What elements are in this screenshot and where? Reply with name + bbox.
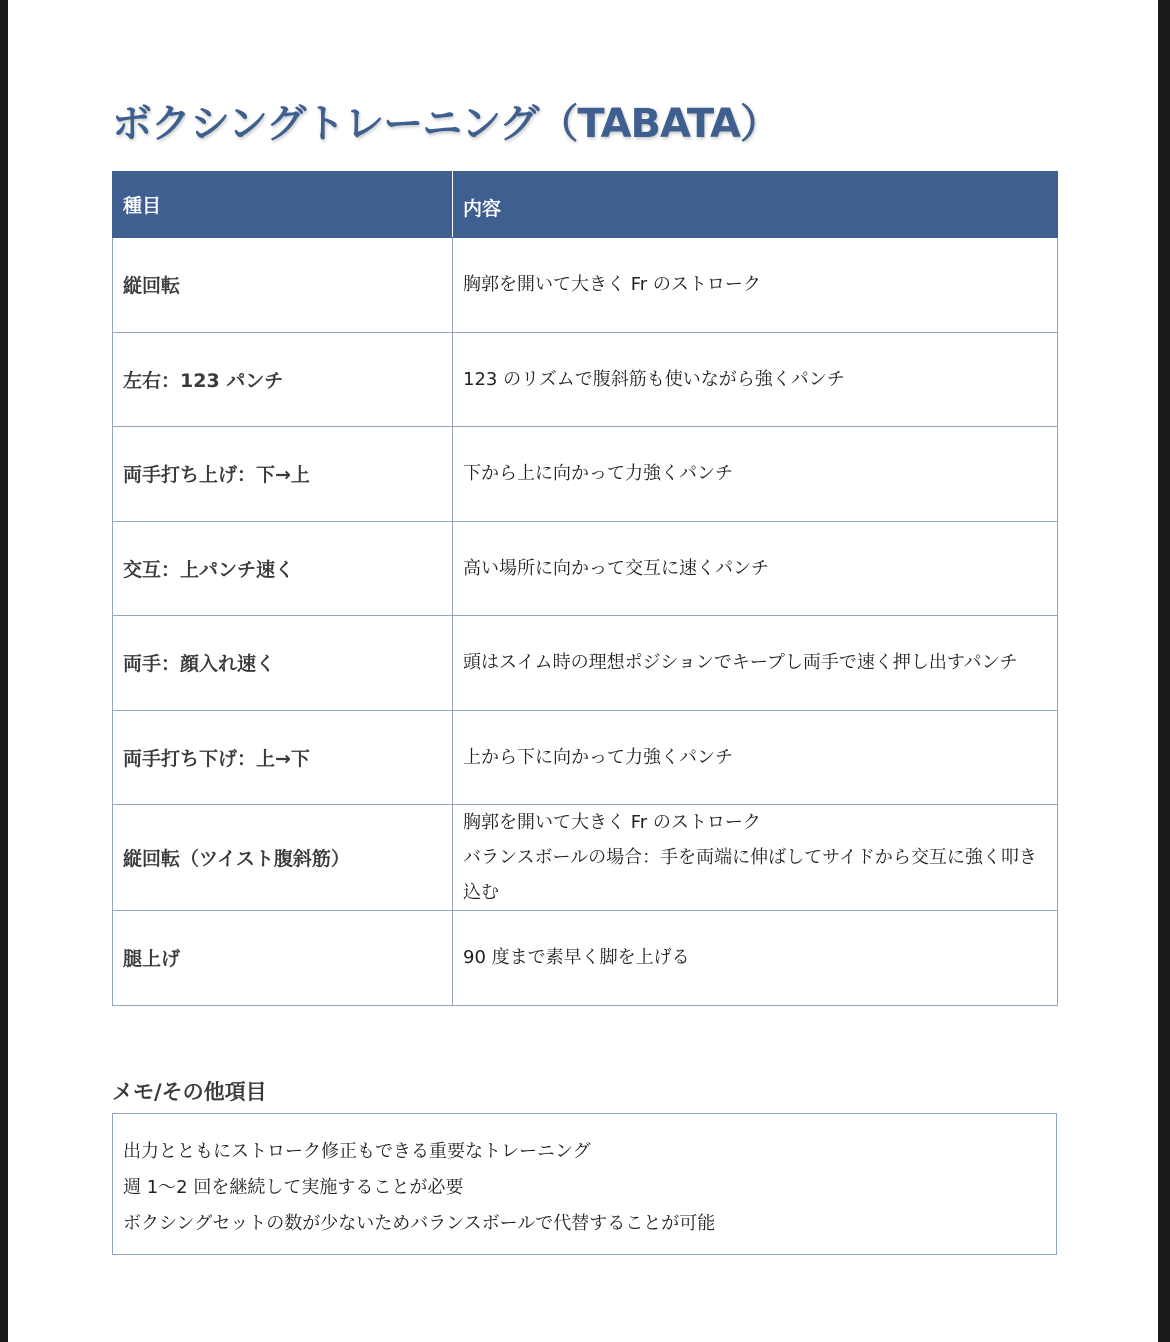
- content-line: 頭はスイム時の理想ポジションでキープし両手で速く押し出すパンチ: [463, 652, 1018, 674]
- exercise-name: 両手：顔入れ速く: [113, 616, 453, 711]
- table-row: [113, 805, 1058, 911]
- content-line: 下から上に向かって力強くパンチ: [463, 463, 733, 485]
- exercise-name: 縦回転（ツイスト腹斜筋）: [113, 805, 453, 911]
- memo-box: [112, 1113, 1057, 1255]
- exercise-content: [453, 911, 1058, 1006]
- table-row: [113, 332, 1058, 427]
- right-frame-edge: [1158, 0, 1170, 1342]
- exercise-name: 左右：123 パンチ: [113, 332, 453, 427]
- header-exercise: 種目: [113, 172, 453, 238]
- content-line: 高い場所に向かって交互に速くパンチ: [463, 557, 769, 579]
- content-line: バランスボールの場合：手を両端に伸ばしてサイドから交互に強く叩き込む: [463, 847, 1037, 903]
- exercise-content: [453, 616, 1058, 711]
- memo-line: 週 1～2 回を継続して実施することが必要: [123, 1177, 464, 1198]
- exercise-name: 腿上げ: [113, 911, 453, 1006]
- table-row: [113, 427, 1058, 522]
- exercise-content: [453, 805, 1058, 911]
- exercise-name: 両手打ち下げ：上→下: [113, 710, 453, 805]
- left-frame-edge: [0, 0, 8, 1342]
- exercise-content: [453, 521, 1058, 616]
- exercise-name: 両手打ち上げ：下→上: [113, 427, 453, 522]
- table-header-row: [113, 172, 1058, 238]
- content-line: 上から下に向かって力強くパンチ: [463, 746, 733, 768]
- exercise-content: [453, 427, 1058, 522]
- memo-title: メモ/その他項目: [112, 1080, 267, 1104]
- table-row: [113, 616, 1058, 711]
- table-row: [113, 710, 1058, 805]
- table-row: [113, 521, 1058, 616]
- table-row: [113, 238, 1058, 333]
- memo-line: 出力とともにストローク修正もできる重要なトレーニング: [123, 1141, 591, 1162]
- content-line: 123 のリズムで腹斜筋も使いながら強くパンチ: [463, 368, 845, 390]
- document-page: [8, 0, 1158, 1342]
- memo-line: ボクシングセットの数が少ないためバランスボールで代替することが可能: [123, 1213, 716, 1234]
- page-title: ボクシングトレーニング（TABATA）: [112, 101, 780, 147]
- exercise-content: [453, 332, 1058, 427]
- exercise-name: 交互：上パンチ速く: [113, 521, 453, 616]
- exercise-content: [453, 238, 1058, 333]
- content-line: 胸郭を開いて大きく Fr のストローク: [463, 812, 761, 833]
- header-content: 内容: [453, 172, 1058, 238]
- exercise-content: [453, 710, 1058, 805]
- content-line: 90 度まで素早く脚を上げる: [463, 947, 690, 969]
- exercise-name: 縦回転: [113, 238, 453, 333]
- table-row: [113, 911, 1058, 1006]
- training-table: [112, 171, 1058, 1006]
- content-line: 胸郭を開いて大きく Fr のストローク: [463, 274, 761, 296]
